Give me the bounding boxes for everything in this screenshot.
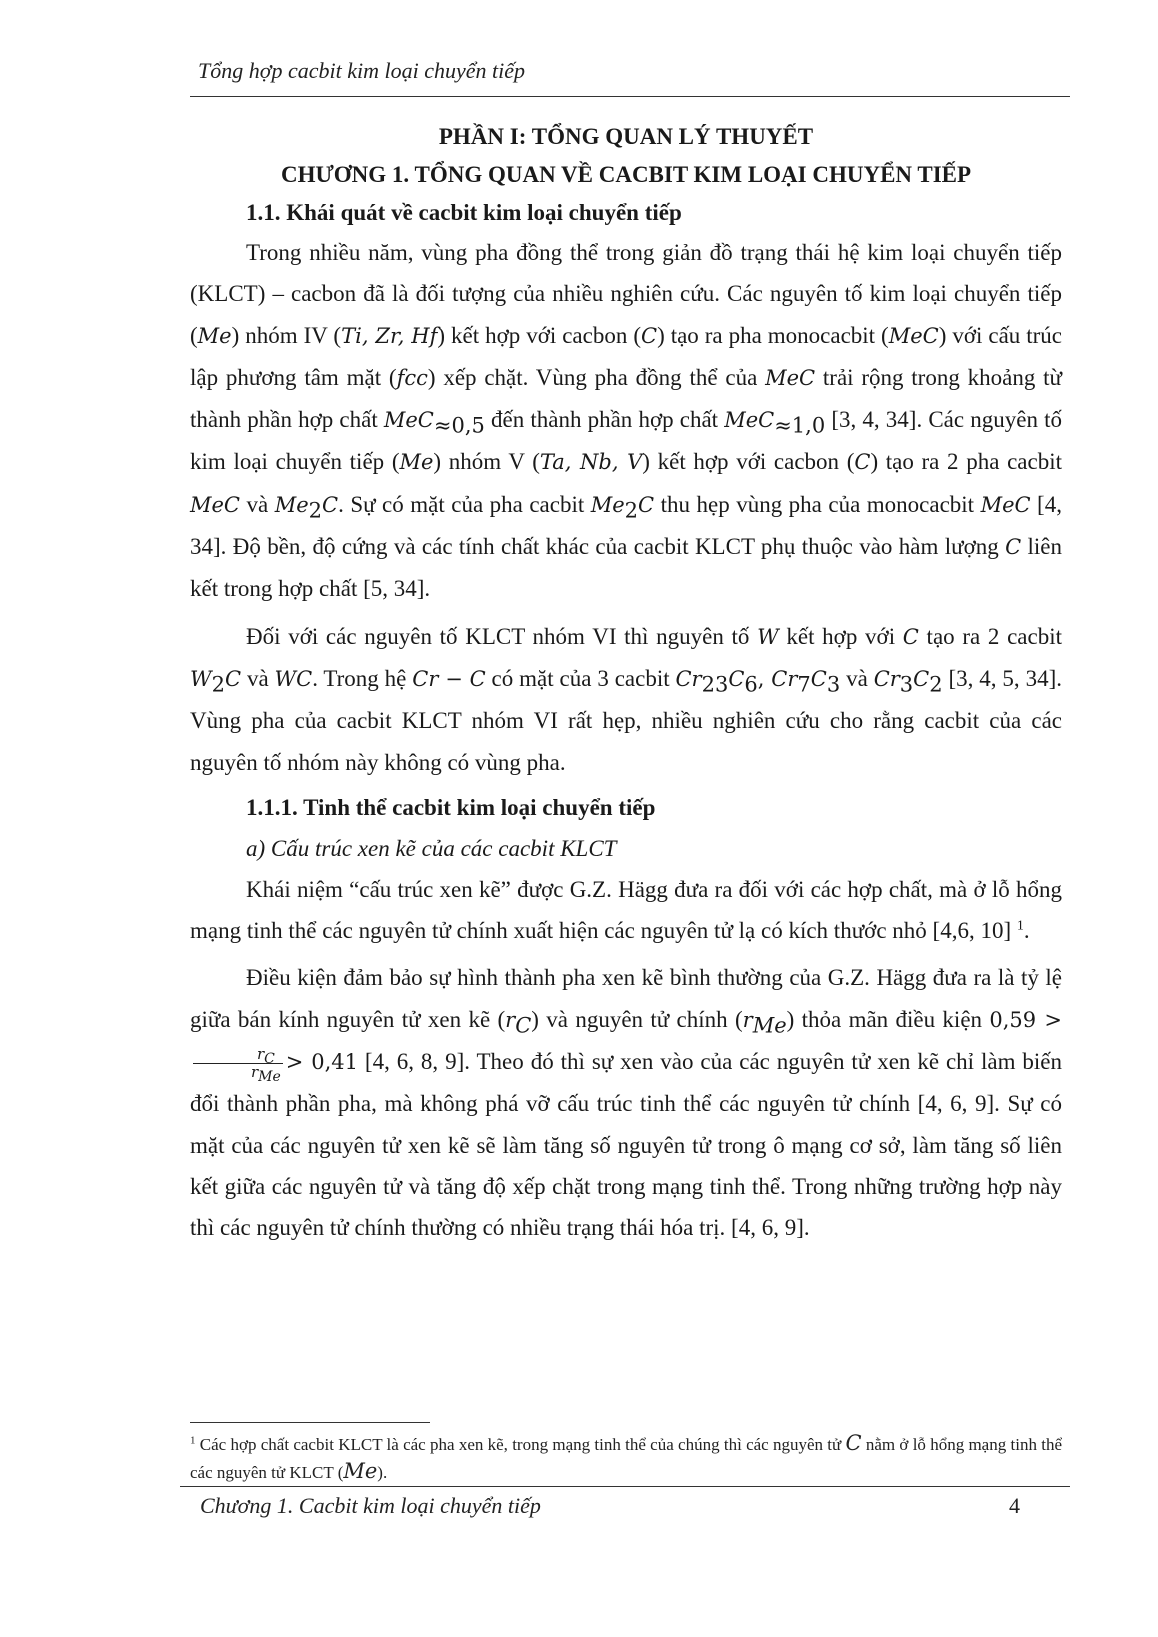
section-heading-1-1: 1.1. Khái quát về cacbit kim loại chuyển tiếp [246,200,682,225]
subsection-heading-a: a) Cấu trúc xen kẽ của các cacbit KLCT [246,835,617,861]
footnote: $^1$ Các hợp chất cacbit KLCT là các pha xen kẽ, trong mạng tinh thể của chúng thì các nguyên tử C nằm ở lỗ hổng mạng tinh thể các nguyên tử KLCT (Me). [190,1431,1062,1483]
footer-divider [180,1486,1070,1487]
paragraph-2: Đối với các nguyên tố KLCT nhóm VI thì nguyên tố W kết hợp với C tạo ra 2 cacbit $W_2C$ và WC. Trong hệ Cr − C có mặt của 3 cacbit $Cr_{23}C_6$, $Cr_7C_3$ và $Cr_3C_2$ [3, 4, 5, 34]. Vùng pha của cacbit KLCT nhóm VI rất hẹp, nhiều nghiên cứu cho rằng cacbit của các nguyên tố nhóm này không có vùng pha. [190,623,1062,775]
paragraph-4: Điều kiện đảm bảo sự hình thành pha xen kẽ bình thường của G.Z. Hägg đưa ra là tỷ lệ giữa bán kính nguyên tử xen kẽ $(r_C)$ và nguyên tử chính $(r_{Me})$ thỏa mãn điều kiện 0,59 > $\frac{r_C}{r_{Me}}$ > 0,41 [4, 6, 8, 9]. Theo đó thì sự xen vào của các nguyên tử xen kẽ chỉ làm biến đổi thành phần pha, mà không phá vỡ cấu trúc tinh thể các nguyên tử chính [4, 6, 9]. Sự có mặt của các nguyên tử xen kẽ sẽ làm tăng số nguyên tử trong ô mạng cơ sở, làm tăng số liên kết giữa các nguyên tử và tăng độ xếp chặt trong mạng tinh thể. Trong những trường hợp này thì các nguyên tử chính thường có nhiều trạng thái hóa trị. [4, 6, 9]. [190,965,1062,1241]
footnote-divider [190,1422,430,1423]
footnote-reference[interactable]: 1 [1016,918,1024,934]
chapter-title: CHƯƠNG 1. TỔNG QUAN VỀ CACBIT KIM LOẠI CHUYỂN TIẾP [280,162,972,187]
header-divider [190,96,1070,97]
paragraph-3: Khái niệm “cấu trúc xen kẽ” được G.Z. Hägg đưa ra đối với các hợp chất, mà ở lỗ hổng mạng tinh thể các nguyên tử chính xuất hiện các nguyên tử lạ có kích thước nhỏ [4,6, 10] $^1$. [190,876,1062,944]
page-number: 4 [1009,1493,1020,1518]
running-footer: Chương 1. Cacbit kim loại chuyển tiếp [200,1493,541,1518]
paragraph-1: Trong nhiều năm, vùng pha đồng thể trong giản đồ trạng thái hệ kim loại chuyển tiếp (KLCT) – cacbon đã là đối tượng của nhiều nghiên cứu. Các nguyên tố kim loại chuyển tiếp (Me) nhóm IV (Ti, Zr, Hf) kết hợp với cacbon (C) tạo ra pha monocacbit (MeC) với cấu trúc lập phương tâm mặt (fcc) xếp chặt. Vùng pha đồng thể của MeC trải rộng trong khoảng từ thành phần hợp chất MeC$_{\approx 0,5}$ đến thành phần hợp chất MeC$_{\approx 1,0}$ [3, 4, 34]. Các nguyên tố kim loại chuyển tiếp (Me) nhóm V (Ta, Nb, V) kết hợp với cacbon (C) tạo ra 2 pha cacbit MeC và $Me_2C$. Sự có mặt của pha cacbit $Me_2C$ thu hẹp vùng pha của monocacbit MeC [4, 34]. Độ bền, độ cứng và các tính chất khác của cacbit KLCT phụ thuộc vào hàm lượng C liên kết trong hợp chất [5, 34]. [190,240,1063,602]
radius-ratio-fraction: $\frac{r_C}{r_{Me}}$ [193,1046,283,1081]
part-title: PHẦN I: TỔNG QUAN LÝ THUYẾT [438,124,814,149]
running-header: Tổng hợp cacbit kim loại chuyển tiếp [198,58,526,83]
page-body [190,118,1062,1255]
section-heading-1-1-1: 1.1.1. Tinh thể cacbit kim loại chuyển tiếp [246,794,656,820]
